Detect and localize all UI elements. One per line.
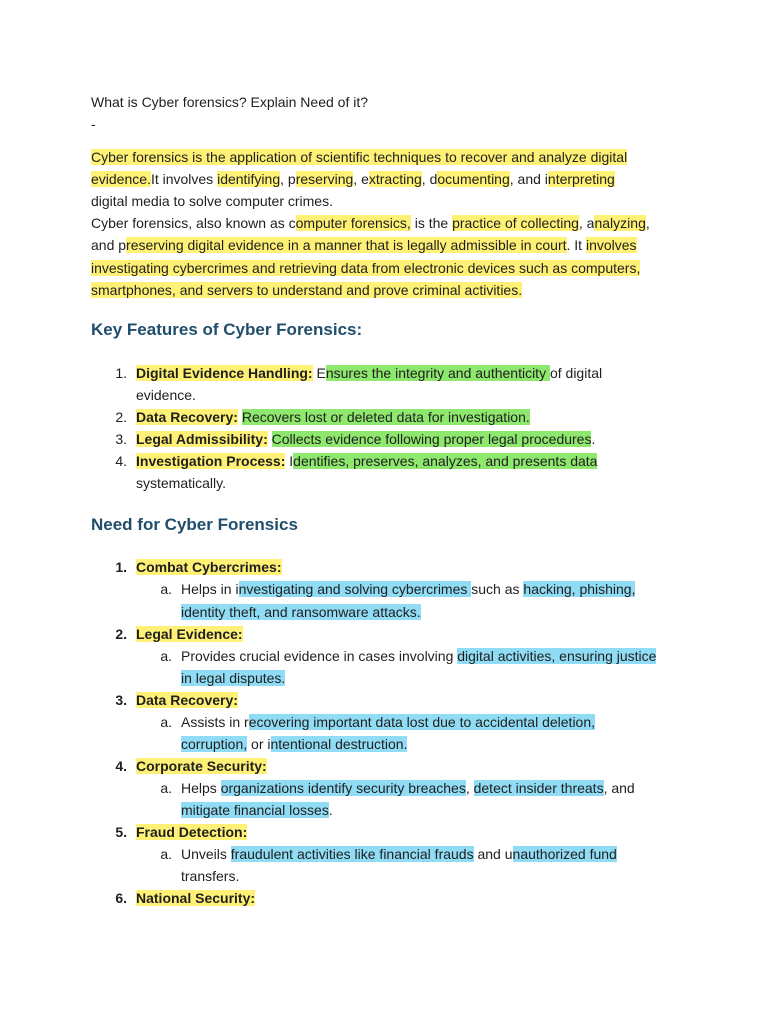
list-number: 4. [115,758,127,774]
sub-item-continuation: mitigate financial losses. [181,802,333,818]
intro-line: Cyber forensics is the application of scientific techniques to recover and analyze digital [91,149,628,165]
list-number: 2. [115,409,127,425]
sub-item: Assists in recovering important data lost due to accidental deletion, [181,714,596,730]
key-features-heading: Key Features of Cyber Forensics: [91,320,363,339]
list-number: 1. [115,365,127,381]
list-item: Data Recovery: [136,692,238,708]
dash-line: - [91,116,96,132]
list-item: Corporate Security: [136,758,267,774]
question-title: What is Cyber forensics? Explain Need of it? [91,94,369,110]
list-number: 1. [115,559,127,575]
list-item: National Security: [136,890,256,906]
list-item: Fraud Detection: [136,824,248,840]
sub-item-continuation: identity theft, and ransomware attacks. [181,604,421,620]
sub-letter: a. [160,846,172,862]
sub-letter: a. [160,581,172,597]
intro-line: digital media to solve computer crimes. [91,193,333,209]
list-item: Digital Evidence Handling: Ensures the integrity and authenticity of digital [136,365,603,381]
list-item: Investigation Process: Identifies, preserves, analyzes, and presents data [136,453,598,469]
list-item-continuation: evidence. [136,387,196,403]
sub-item: Helps organizations identify security breaches, detect insider threats, and [181,780,635,796]
sub-letter: a. [160,648,172,664]
intro-line: smartphones, and servers to understand and prove criminal activities. [91,282,523,298]
intro-line: Cyber forensics, also known as computer forensics, is the practice of collecting, analyzing, [91,215,650,231]
sub-item: Helps in investigating and solving cybercrimes such as hacking, phishing, [181,581,636,597]
sub-letter: a. [160,780,172,796]
sub-item-continuation: corruption, or intentional destruction. [181,736,408,752]
sub-item-continuation: in legal disputes. [181,670,286,686]
sub-item: Unveils fraudulent activities like financial frauds and unauthorized fund [181,846,617,862]
list-item: Data Recovery: Recovers lost or deleted data for investigation. [136,409,530,425]
sub-item-continuation: transfers. [181,868,240,884]
sub-item: Provides crucial evidence in cases involving digital activities, ensuring justice [181,648,657,664]
list-item-continuation: systematically. [136,475,226,491]
list-number: 3. [115,431,127,447]
list-item: Legal Admissibility: Collects evidence following proper legal procedures. [136,431,596,447]
sub-letter: a. [160,714,172,730]
intro-line: and preserving digital evidence in a manner that is legally admissible in court. It involves [91,237,637,253]
intro-line: investigating cybercrimes and retrieving data from electronic devices such as computers, [91,260,641,276]
list-item: Combat Cybercrimes: [136,559,282,575]
list-number: 3. [115,692,127,708]
list-item: Legal Evidence: [136,626,243,642]
list-number: 6. [115,890,127,906]
need-heading: Need for Cyber Forensics [91,515,298,534]
list-number: 2. [115,626,127,642]
intro-line: evidence.It involves identifying, preserving, extracting, documenting, and interpreting [91,171,615,187]
list-number: 5. [115,824,127,840]
list-number: 4. [115,453,127,469]
